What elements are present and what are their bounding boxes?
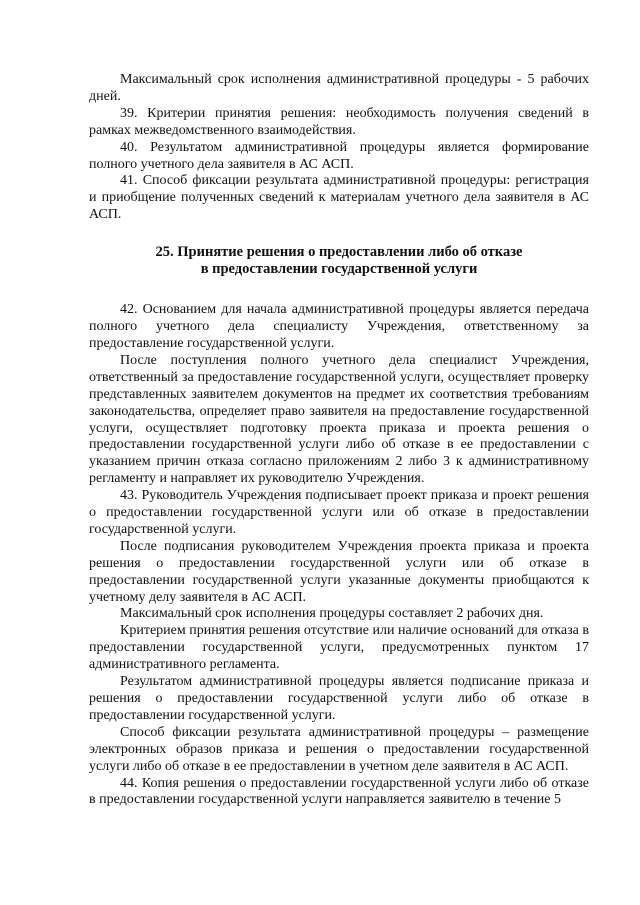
paragraph-decision-criterion: Критерием принятия решения отсутствие или наличие оснований для отказа в предоставлении государственной услуги, предусмотренных пунктом 17 административного регламента. — [89, 623, 589, 673]
paragraph-39: 39. Критерии принятия решения: необходимость получения сведений в рамках межведомственного взаимодействия. — [89, 105, 589, 138]
paragraph-40: 40. Результатом административной процедуры является формирование полного учетного дела заявителя в АС АСП. — [89, 139, 589, 172]
document-page — [89, 72, 589, 809]
paragraph-after-signing: После подписания руководителем Учреждения проекта приказа и проекта решения о предоставлении государственной услуги или об отказе в предоставлении государственной услуги указанные документы приобщаются к учетному делу заявителя в АС АСП. — [89, 538, 589, 605]
paragraph-max-term-2-days: Максимальный срок исполнения процедуры составляет 2 рабочих дня. — [120, 606, 544, 622]
paragraph-fixation-method: Способ фиксации результата административной процедуры – размещение электронных образов приказа и решения о предоставлении государственной услуги либо об отказе в ее предоставлении в учетном деле заявителя в АС АСП. — [89, 724, 589, 774]
paragraph-41: 41. Способ фиксации результата административной процедуры: регистрация и приобщение полученных сведений к материалам учетного дела заявителя в АС АСП. — [89, 173, 589, 223]
paragraph-42: 42. Основанием для начала административной процедуры является передача полного учетного дела специалисту Учреждения, ответственному за предоставление государственной услуги. — [89, 302, 589, 351]
section-heading — [89, 244, 589, 278]
section-heading-line-2: в предоставлении государственной услуги — [200, 261, 478, 278]
paragraph-after-receipt: После поступления полного учетного дела специалист Учреждения, ответственный за предоставление государственной услуги, осуществляет проверку представленных заявителем документов на предмет их соответствия требованиям законодательства, определяет право заявителя на предоставление государственной услуги, осуществляет подготовку проекта приказа и проекта решения о предоставлении государственной услуги либо об отказе в ее предоставлении с указанием причин отказа согласно приложениям 2 либо 3 к административному регламенту и направляет их руководителю Учреждения. — [89, 352, 589, 487]
paragraph-43: 43. Руководитель Учреждения подписывает проект приказа и проект решения о предоставлении государственной услуги или об отказе в предоставлении государственной услуги. — [89, 488, 589, 537]
section-heading-line-1: 25. Принятие решения о предоставлении либо об отказе — [155, 244, 523, 261]
paragraph-44: 44. Копия решения о предоставлении государственной услуги либо об отказе в предоставлении государственной услуги направляется заявителю в течение 5 — [89, 775, 589, 808]
paragraph-procedure-result: Результатом административной процедуры является подписание приказа и решения о предоставлении государственной услуги либо об отказе в предоставлении государственной услуги. — [89, 674, 589, 723]
paragraph-max-term-5-days: Максимальный срок исполнения административной процедуры - 5 рабочих дней. — [89, 72, 589, 104]
